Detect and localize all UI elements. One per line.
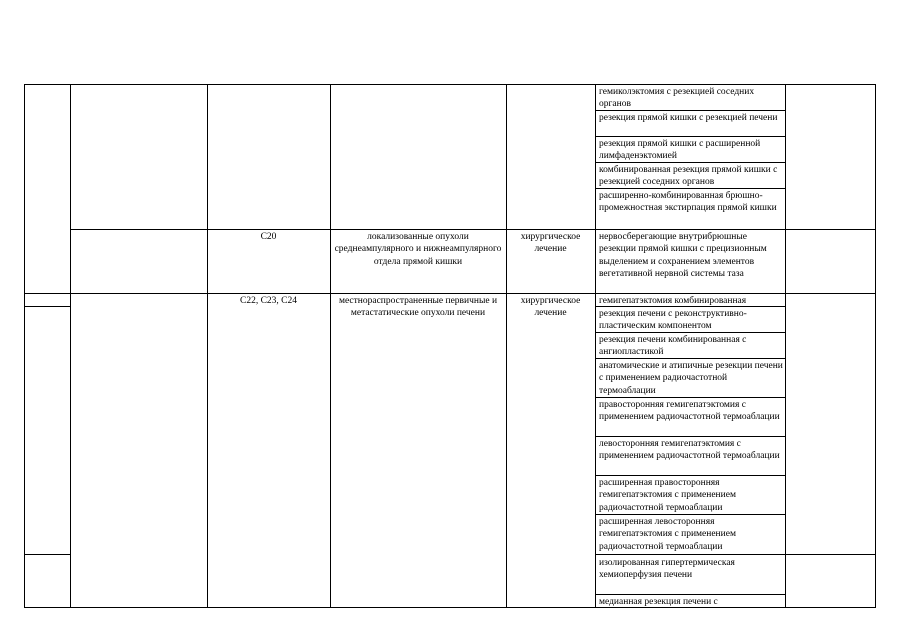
treatment-method: комбинированная резекция прямой кишки с резекцией соседних органов bbox=[599, 165, 778, 188]
icd-code: C22, C23, C24 bbox=[239, 296, 297, 306]
treatment-method: изолированная гипертермическая хемиоперфузия печени bbox=[599, 558, 735, 581]
treatment-method: расширенная правосторонняя гемигепатэктомия с применением радиочастотной термоаблации bbox=[599, 478, 736, 513]
column-divider bbox=[330, 84, 331, 608]
treatment-method: резекция печени с реконструктивно-пластическим компонентом bbox=[599, 309, 747, 332]
treatment-method: левосторонняя гемигепатэктомия с применением радиочастотной термоаблации bbox=[599, 439, 780, 462]
diagnosis: локализованные опухоли среднеампулярного и нижнеампулярного отдела прямой кишки bbox=[334, 232, 502, 267]
column-divider bbox=[595, 84, 596, 608]
method-divider bbox=[595, 436, 785, 437]
column-divider bbox=[70, 84, 71, 608]
treatment-method: нервосберегающие внутрибрюшные резекции прямой кишки с прецизионным выделением и сохранением элементов вегетативной нервной системы таза bbox=[599, 232, 767, 280]
column-divider bbox=[207, 84, 208, 608]
method-divider bbox=[595, 554, 785, 555]
table-top-border bbox=[24, 84, 875, 85]
row-divider bbox=[24, 306, 70, 307]
treatment-method: резекция прямой кишки с расширенной лимфаденэктомией bbox=[599, 139, 761, 162]
column-divider bbox=[785, 84, 786, 608]
treatment-type: хирургическое лечение bbox=[520, 296, 581, 319]
diagnosis: местнораспространенные первичные и метастатические опухоли печени bbox=[338, 296, 498, 319]
treatment-method: правосторонняя гемигепатэктомия с применением радиочастотной термоаблации bbox=[599, 400, 780, 423]
column-divider bbox=[875, 84, 876, 608]
method-divider bbox=[595, 475, 785, 476]
treatment-method: анатомические и атипичные резекции печени с применением радиочастотной термоаблации bbox=[599, 361, 783, 396]
treatment-method: расширенная левосторонняя гемигепатэктомия с применением радиочастотной термоаблации bbox=[599, 517, 736, 552]
row-divider bbox=[70, 229, 875, 230]
row-divider bbox=[785, 554, 875, 555]
row-divider bbox=[24, 554, 70, 555]
treatment-method: резекция прямой кишки с резекцией печени bbox=[599, 113, 778, 123]
treatment-type: хирургическое лечение bbox=[520, 232, 581, 255]
column-divider bbox=[24, 84, 25, 608]
icd-code: C20 bbox=[260, 232, 277, 242]
row-divider bbox=[24, 293, 875, 294]
treatment-method: гемигепатэктомия комбинированная bbox=[599, 296, 747, 306]
treatment-method: расширенно-комбинированная брюшно-промежностная экстирпация прямой кишки bbox=[599, 191, 777, 214]
method-divider bbox=[595, 136, 785, 137]
treatment-method: резекция печени комбинированная с ангиопластикой bbox=[599, 335, 747, 358]
treatment-method: медианная резекция печени с bbox=[599, 597, 718, 607]
column-divider bbox=[506, 84, 507, 608]
method-divider bbox=[595, 594, 785, 595]
treatment-method: гемиколэктомия с резекцией соседних органов bbox=[599, 87, 755, 110]
